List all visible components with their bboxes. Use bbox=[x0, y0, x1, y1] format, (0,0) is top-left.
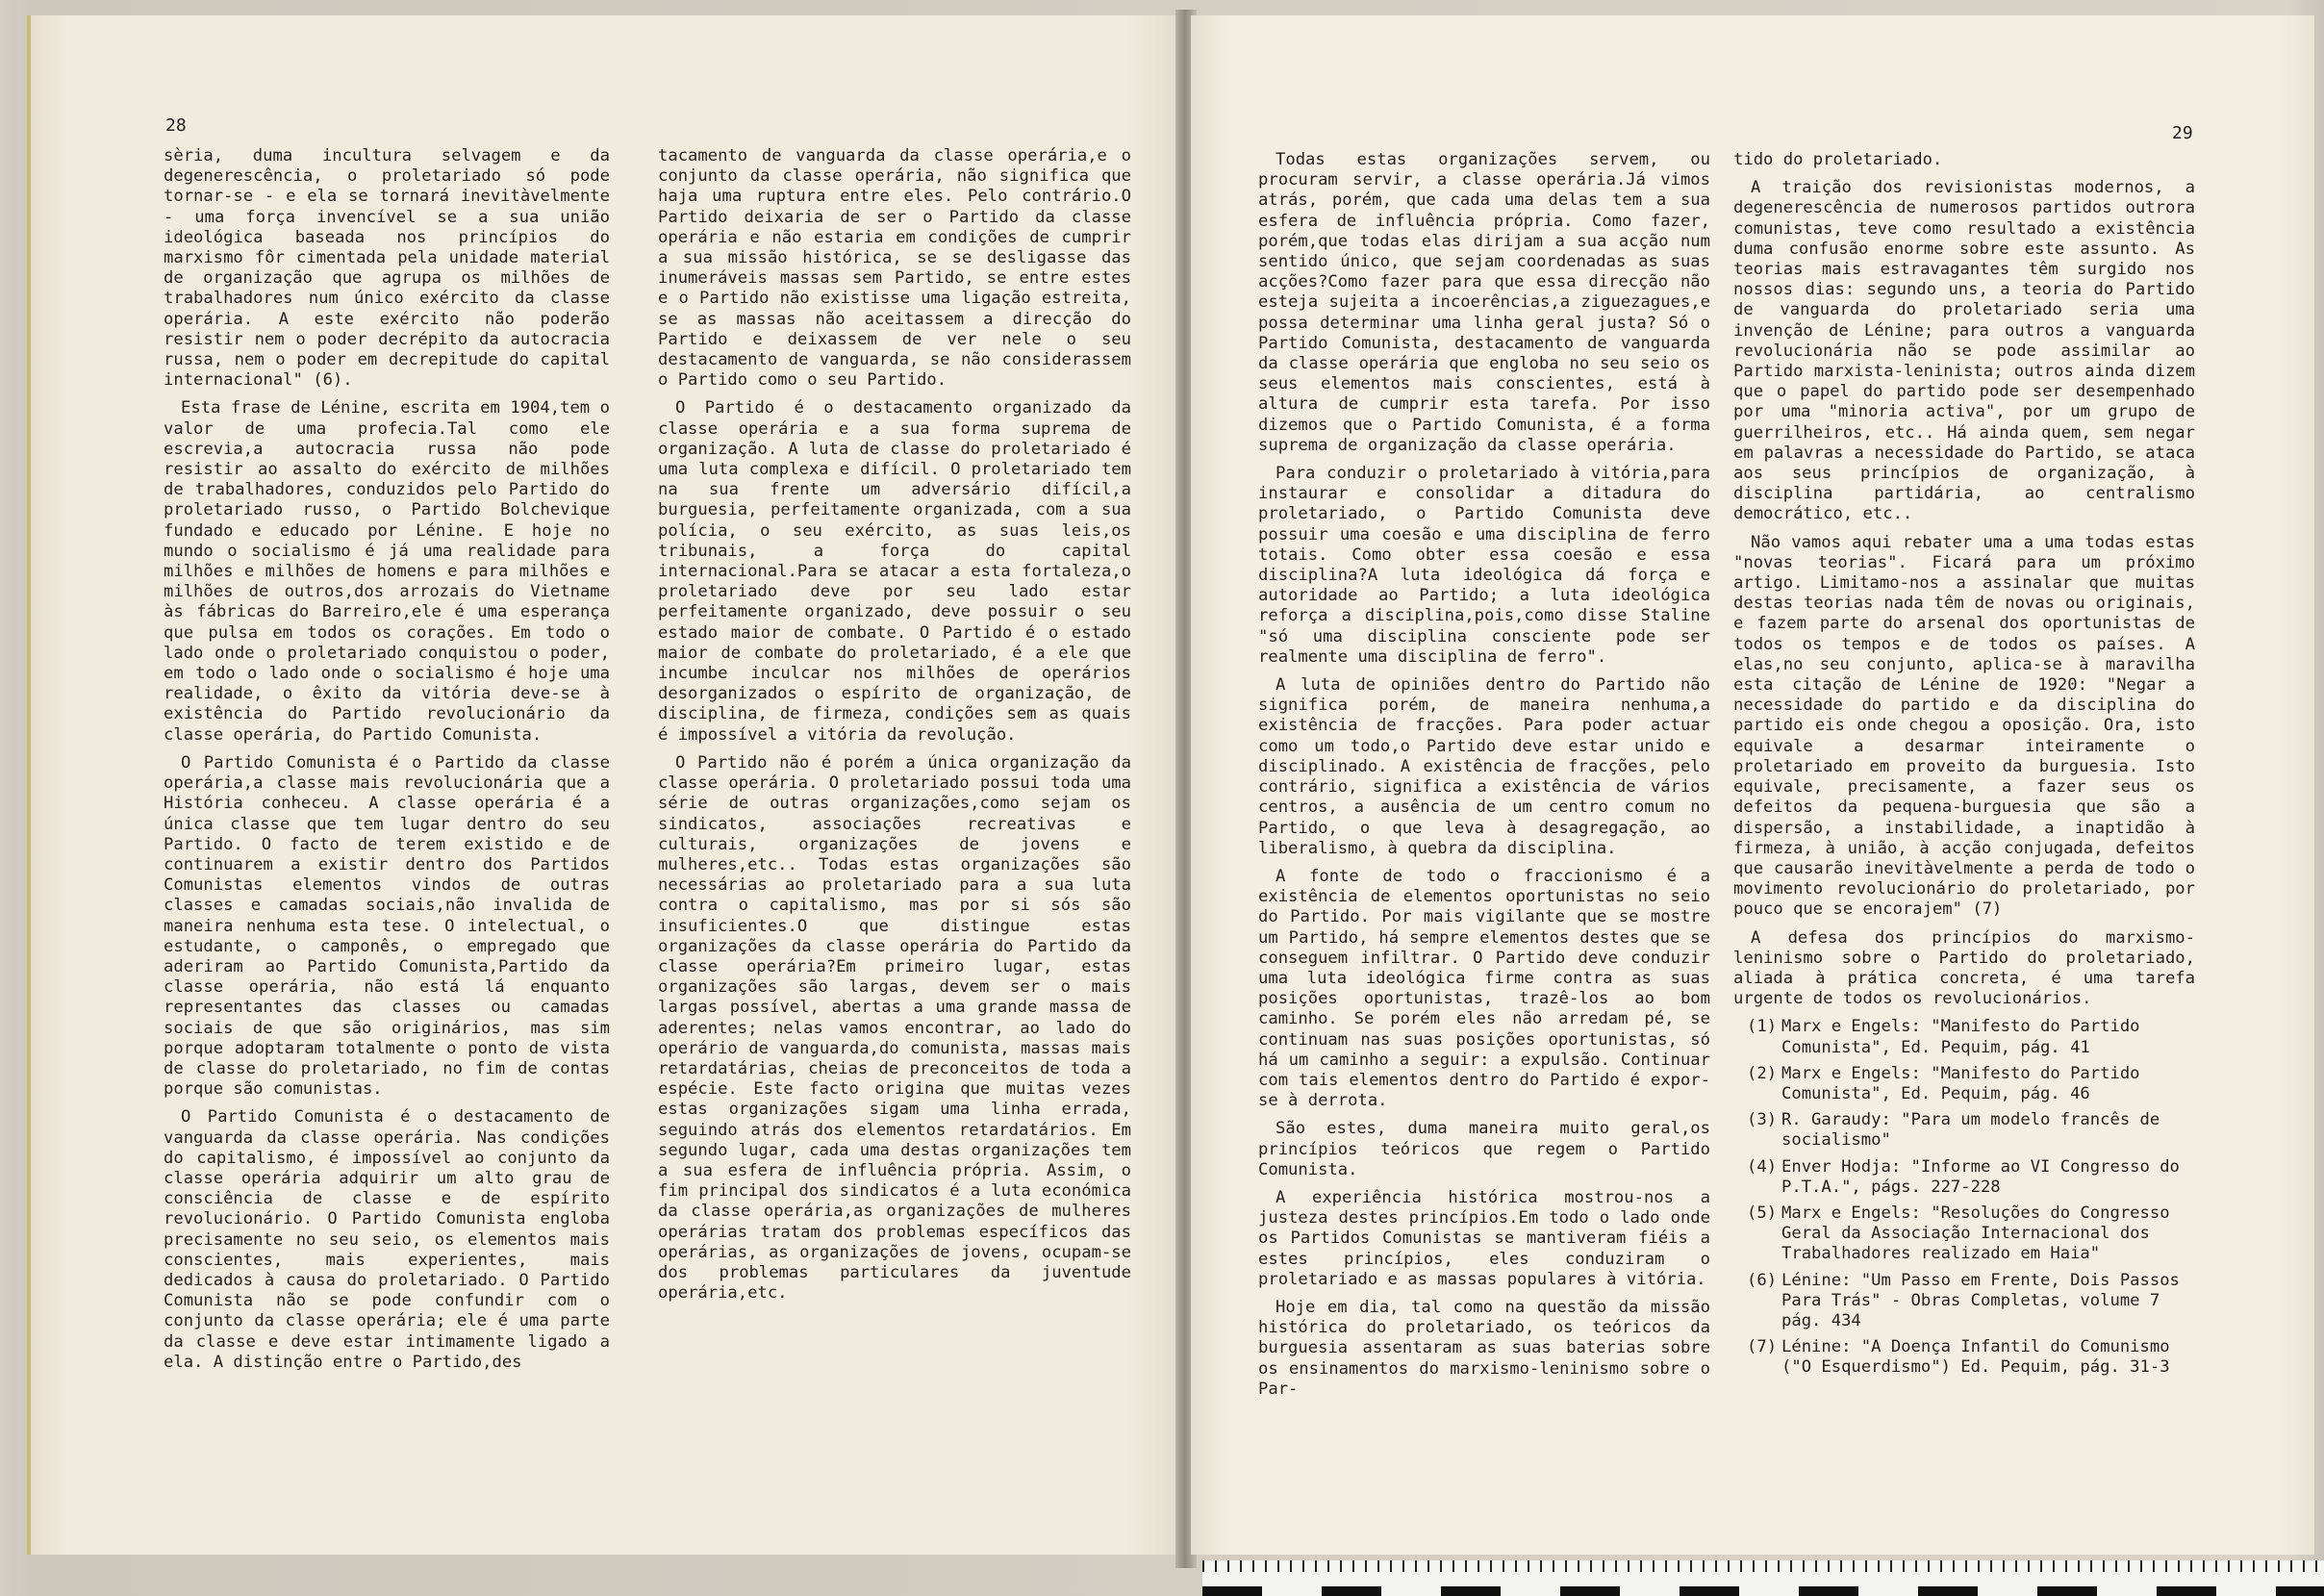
page-number-right: 29 bbox=[2172, 123, 2193, 143]
paragraph: tacamento de vanguarda da classe operária,e o conjunto da classe operária, não significa que haja uma ruptura entre eles. Pelo contrário.O Partido deixaria de ser o Partido da classe operária e não estaria em condições de cumprir a sua missão histórica, se se desligasse das inumeráveis massas sem Partido, se entre estes e o Partido não existisse uma ligação estreita, se as massas não aceitassem a direcção do Partido e deixassem de ver nele o seu destacamento de vanguarda, se não considerassem o Partido como o seu Partido. bbox=[658, 146, 1131, 391]
paragraph: Todas estas organizações servem, ou procuram servir, a classe operária.Já vimos atrás, porém, que cada uma delas tem a sua esfera de influência própria. Como fazer, porém,que todas elas dirijam a sua acção num sentido único, que sejam coordenadas as suas acções?Como fazer para que essa direcção não esteja sujeita a incoerências,a ziguezagues,e possa determinar uma linha geral justa? Só o Partido Comunista, destacamento de vanguarda da classe operária que engloba no seu seio os seus elementos mais conscientes, está à altura de cumprir esta tarefa. Por isso dizemos que o Partido Comunista, é a forma suprema de organização da classe operária. bbox=[1258, 150, 1710, 455]
paragraph: O Partido não é porém a única organização da classe operária. O proletariado possui toda uma série de outras organizações,como sejam os sindicatos, associações recreativas e culturais, organizações de jovens e mulheres,etc.. Todas estas organizações são necessárias ao proletariado para a sua luta contra o capitalismo, mas por si sós são insuficientes.O que distingue estas organizações da classe operária do Partido da classe operária?Em primeiro lugar, estas organizações são largas, devem ser o mais largas possível, abertas a uma grande massa de aderentes; nelas vamos encontrar, ao lado do operário de vanguarda,do comunista, massas mais retardatárias, cheias de preconceitos de toda a espécie. Este facto origina que muitas vezes estas organizações sigam uma linha errada, seguindo atrás dos elementos retardatários. Em segundo lugar, cada uma destas organizações tem a sua esfera de influência própria. Assim, o fim principal dos sindicatos é a luta económica da classe operária,as organizações de mulheres operárias tratam dos problemas específicos das operárias, as organizações de jovens, ocupam-se dos problemas particulares da juventude operária,etc. bbox=[658, 752, 1131, 1304]
footnote-text: Marx e Engels: "Manifesto do Partido Comunista", Ed. Pequim, pág. 46 bbox=[1781, 1063, 2140, 1103]
footnote bbox=[1733, 1203, 2195, 1265]
paragraph: Não vamos aqui rebater uma a uma todas estas "novas teorias". Ficará para um próximo artigo. Limitamo-nos a assinalar que muitas destas teorias nada têm de novas ou originais, e fazem parte do arsenal dos oportunistas de todos os tempos e de todos os países. A elas,no seu conjunto, aplica-se à maravilha esta citação de Lénine de 1920: "Negar a necessidade do partido e da disciplina do partido eis onde chegou a oposição. Ora, isto equivale a desarmar inteiramente o proletariado em proveito da burguesia. Isto equivale, precisamente, a fazer seus os defeitos da pequena-burguesia que são a dispersão, a instabilidade, a inaptidão à firmeza, à união, à acção conjugada, defeitos que causarão inevitàvelmente a perda de todo o movimento revolucionário do proletariado, por pouco que se encorajem" (7) bbox=[1733, 532, 2195, 920]
footnote-text: Lénine: "Um Passo em Frente, Dois Passos Para Trás" - Obras Completas, volume 7 pág. 434 bbox=[1781, 1270, 2180, 1330]
ruler-ticks bbox=[1202, 1560, 2324, 1572]
footnote bbox=[1733, 1017, 2195, 1057]
footnote-text: Marx e Engels: "Manifesto do Partido Comunista", Ed. Pequim, pág. 41 bbox=[1781, 1017, 2140, 1057]
paragraph: Hoje em dia, tal como na questão da missão histórica do proletariado, os teóricos da burguesia assentaram as suas baterias sobre os ensinamentos do marxismo-leninismo sobre o Par- bbox=[1258, 1297, 1710, 1399]
paragraph: São estes, duma maneira muito geral,os princípios teóricos que regem o Partido Comunista. bbox=[1258, 1119, 1710, 1179]
paragraph: Esta frase de Lénine, escrita em 1904,tem o valor de uma profecia.Tal como ele escrevia,a autocracia russa não pode resistir ao assalto do exército de milhões de trabalhadores, conduzidos pelo Partido do proletariado russo, o Partido Bolchevique fundado e educado por Lénine. E hoje no mundo o socialismo é já uma realidade para milhões e milhões de homens e para milhões e milhões de outros,dos arrozais do Vietname às fábricas do Barreiro,ele é uma esperança que pulsa em todos os corações. Em todo o lado onde o proletariado conquistou o poder, em todo o lado onde o socialismo é hoje uma realidade, o êxito da vitória deve-se à existência do Partido revolucionário da classe operária, do Partido Comunista. bbox=[164, 398, 610, 745]
footnote-number: (1) bbox=[1747, 1017, 1778, 1037]
footnote-text: Enver Hodja: "Informe ao VI Congresso do P.T.A.", págs. 227-228 bbox=[1781, 1156, 2180, 1197]
ruler-color-blocks bbox=[1202, 1586, 2324, 1596]
footnote-number: (6) bbox=[1747, 1270, 1778, 1290]
paragraph: tido do proletariado. bbox=[1733, 150, 1943, 169]
page-number-left: 28 bbox=[165, 115, 187, 136]
footnote-number: (2) bbox=[1747, 1063, 1778, 1083]
right-column-1 bbox=[1258, 150, 1710, 1407]
paragraph: A defesa dos princípios do marxismo-leninismo sobre o Partido do proletariado, aliada à prática concreta, é uma tarefa urgente de todos os revolucionários. bbox=[1733, 927, 2195, 1009]
footnote bbox=[1733, 1064, 2195, 1104]
left-column-2 bbox=[658, 146, 1131, 1311]
paragraph: O Partido Comunista é o Partido da classe operária,a classe mais revolucionária que a História conheceu. A classe operária é a única classe que tem lugar dentro do seu Partido. O facto de terem existido e de continuarem a existir dentro dos Partidos Comunistas elementos vindos de outras classes e camadas sociais,não invalida de maneira nenhuma esta tese. O intelectual, o estudante, o camponês, o empregado que aderiram ao Partido Comunista,Partido da classe operária, não está lá enquanto representantes das classes ou camadas sociais de que são originários, mas sim porque adoptaram totalmente o ponto de vista de classe do proletariado, no fim de contas porque são comunistas. bbox=[164, 752, 610, 1100]
footnote-number: (3) bbox=[1747, 1110, 1778, 1130]
left-page bbox=[27, 15, 1185, 1555]
footnote-text: R. Garaudy: "Para um modelo francês de socialismo" bbox=[1781, 1110, 2160, 1151]
footnote-number: (7) bbox=[1747, 1337, 1778, 1357]
footnote-number: (4) bbox=[1747, 1156, 1778, 1177]
footnote-text: Lénine: "A Doença Infantil do Comunismo ("O Esquerdismo") Ed. Pequim, pág. 31-3 bbox=[1781, 1337, 2170, 1378]
paragraph: Para conduzir o proletariado à vitória,para instaurar e consolidar a ditadura do proletariado, o Partido Comunista deve possuir uma coesão e uma disciplina de ferro totais. Como obter essa coesão e essa disciplina?A luta ideológica dá força e autoridade ao Partido; a luta ideológica reforça a disciplina,pois,como disse Staline "só uma disciplina consciente pode ser realmente uma disciplina de ferro". bbox=[1258, 464, 1710, 667]
right-page bbox=[1191, 15, 2314, 1555]
paragraph: A traição dos revisionistas modernos, a degenerescência de numerosos partidos outrora comunistas, teve como resultado a existência duma confusão enorme sobre este assunto. As teorias mais estravagantes têm surgido nos nossos dias: segundo uns, a teoria do Partido de vanguarda do proletariado seria uma invenção de Lénine; para outros a vanguarda revolucionária não se pode assimilar ao Partido marxista-leninista; outros ainda dizem que o papel do partido pode ser desempenhado por uma "minoria activa", por um grupo de guerrilheiros, etc.. Há ainda quem, sem negar em palavras a necessidade do Partido, se ataca aos seus princípios de organização, à disciplina partidária, ao centralismo democrático, etc.. bbox=[1733, 178, 2195, 524]
paragraph: A experiência histórica mostrou-nos a justeza destes princípios.Em todo o lado onde os Partidos Comunistas se mantiveram fiéis a estes princípios, eles conduziram o proletariado e as massas populares à vitória. bbox=[1258, 1187, 1710, 1289]
scale-ruler bbox=[1202, 1560, 2324, 1596]
left-column-1 bbox=[164, 146, 610, 1381]
paragraph: A fonte de todo o fraccionismo é a existência de elementos oportunistas no seio do Partido. Por mais vigilante que se mostre um Partido, há sempre elementos destes que se conseguem infiltrar. O Partido deve conduzir uma luta ideológica firme contra as suas posições oportunistas, trazê-los ao bom caminho. Se porém eles não arredam pé, se continuam nas suas posições oportunistas, só há um caminho a seguir: a expulsão. Continuar com tais elementos dentro do Partido é expor-se à derrota. bbox=[1258, 866, 1710, 1111]
footnote bbox=[1733, 1271, 2195, 1332]
paragraph: O Partido é o destacamento organizado da classe operária e a sua forma suprema de organização. A luta de classe do proletariado é uma luta complexa e difícil. O proletariado tem na sua frente um adversário difícil,a burguesia, perfeitamente organizada, com a sua polícia, o seu exército, as suas leis,os tribunais, a força do capital internacional.Para se atacar a esta fortaleza,o proletariado deve por seu lado estar perfeitamente organizado, deve possuir o seu estado maior de combate. O Partido é o estado maior de combate do proletariado, é a ele que incumbe inculcar nos milhões de operários desorganizados o espírito de organização, de disciplina, de firmeza, condições sem as quais é impossível a vitória da revolução. bbox=[658, 398, 1131, 745]
footnote bbox=[1733, 1337, 2195, 1378]
paragraph: A luta de opiniões dentro do Partido não significa porém, de maneira nenhuma,a existência de fracções. Para poder actuar como um todo,o Partido deve estar unido e disciplinado. A existência de fracções, pelo contrário, significa a existência de vários centros, a ausência de um centro comum no Partido, o que leva à desagregação, ao liberalismo, à quebra da disciplina. bbox=[1258, 675, 1710, 858]
footnote bbox=[1733, 1110, 2195, 1151]
paragraph: O Partido Comunista é o destacamento de vanguarda da classe operária. Nas condições do capitalismo, é impossível ao conjunto da classe operária adquirir um alto grau de consciência de classe e de espírito revolucionário. O Partido Comunista engloba precisamente no seu seio, os elementos mais conscientes, mais experientes, mais dedicados à causa do proletariado. O Partido Comunista não se pode confundir com o conjunto da classe operária; ele é uma parte da classe e deve estar intimamente ligado a ela. A distinção entre o Partido,des bbox=[164, 1107, 610, 1372]
footnote-text: Marx e Engels: "Resoluções do Congresso Geral da Associação Internacional dos Trabalhadores realizado em Haia" bbox=[1781, 1203, 2170, 1264]
footnote bbox=[1733, 1157, 2195, 1198]
paragraph: sèria, duma incultura selvagem e da degenerescência, o proletariado só pode tornar-se - e ela se tornará inevitàvelmente - uma força invencível se a sua união ideológica baseada nos princípios do marxismo fôr cimentada pela unidade material de organização que agrupa os milhões de trabalhadores num único exército da classe operária. A este exército não poderão resistir nem o poder decrépito da autocracia russa, nem o poder em decrepitude do capital internacional" (6). bbox=[164, 146, 610, 391]
footnote-number: (5) bbox=[1747, 1203, 1778, 1223]
right-column-2 bbox=[1733, 150, 2195, 1384]
footnotes-list bbox=[1733, 1017, 2195, 1378]
